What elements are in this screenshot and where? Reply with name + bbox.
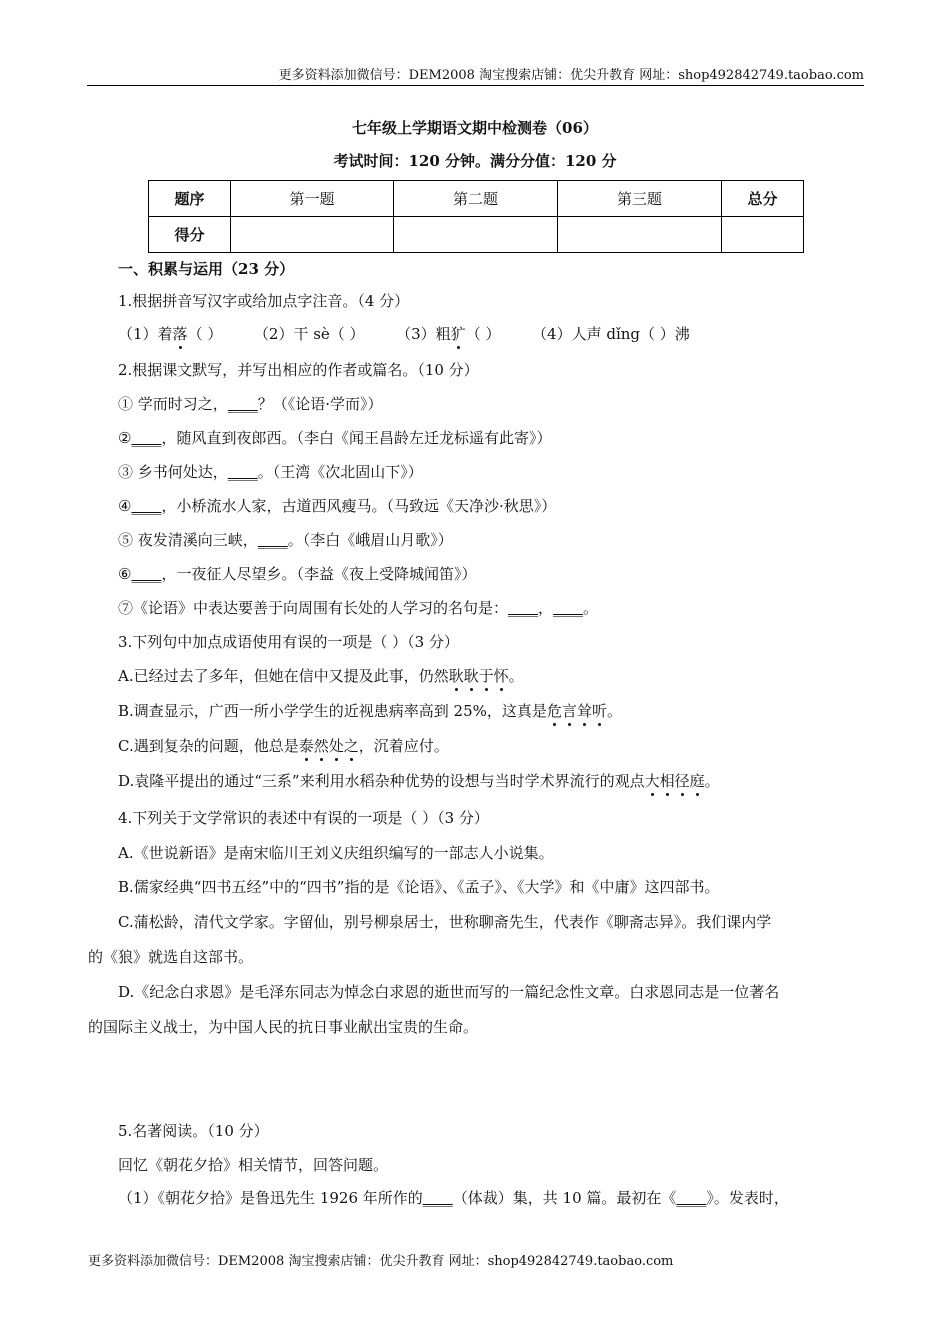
q2-line6-blank[interactable]: ____ [131, 565, 162, 583]
q1-part1-prefix: （1）着 [118, 325, 173, 343]
q3-a-idiom [449, 667, 509, 685]
q5-intro: 回忆《朝花夕拾》相关情节，回答问题。 [118, 1156, 389, 1174]
exam-title: 七年级上学期语文期中检测卷（06） [352, 119, 598, 137]
q3-d-idiom [645, 772, 705, 790]
score-header-total: 总分 [722, 181, 804, 217]
q3-a-text: A.已经过去了多年，但她在信中又提及此事，仍然 [118, 667, 449, 685]
q2-line2-num: ② [118, 429, 132, 447]
q4-option-c-line1: C.蒲松龄，清代文学家。字留仙，别号柳泉居士，世称聊斋先生，代表作《聊斋志异》。我们课内学 [118, 913, 772, 931]
q5-stem: 5.名著阅读。（10 分） [118, 1122, 269, 1140]
q2-line5-text: ⑤ 夜发清溪向三峡， [118, 531, 258, 549]
q3-b-idiom [547, 702, 607, 720]
dotted-char: 怀 [493, 667, 509, 685]
q5-part1-blank1[interactable]: ____ [422, 1189, 453, 1207]
q1-part2: （2）干 sè（ ） [253, 325, 365, 343]
q4-option-b: B.儒家经典“四书五经”中的“四书”指的是《论语》、《孟子》、《大学》和《中庸》这四部书。 [118, 878, 720, 896]
dotted-char: 于 [478, 667, 494, 685]
q1-part3-prefix: （3）粗 [396, 325, 451, 343]
score-header-q2: 第二题 [394, 181, 558, 217]
dotted-char: 耿 [448, 667, 464, 685]
q2-line2 [118, 427, 551, 448]
dotted-char: 听 [591, 702, 607, 720]
page-header: 更多资料添加微信号：DEM2008 淘宝搜索店铺：优尖升教育 网址：shop492842749.taobao.com [278, 68, 864, 83]
dotted-char: 处 [328, 737, 344, 755]
dotted-char: 耸 [576, 702, 592, 720]
q2-line2-blank[interactable]: ____ [131, 429, 162, 447]
score-cell-total[interactable] [722, 217, 804, 253]
q2-line1-source: ？（《论语·学而》） [257, 395, 383, 413]
q2-line3 [118, 461, 423, 482]
q2-line7 [118, 597, 598, 618]
q2-line3-source: 。（王湾《次北固山下》） [257, 463, 423, 481]
section-one-heading: 一、积累与运用（23 分） [118, 260, 295, 278]
q4-option-d-line1: D.《纪念白求恩》是毛泽东同志为悼念白求恩的逝世而写的一篇纪念性文章。白求恩同志是一位著名 [118, 983, 780, 1001]
q2-line5-blank[interactable]: ____ [257, 531, 288, 549]
q4-option-d-line2: 的国际主义战士，为中国人民的抗日事业献出宝贵的生命。 [88, 1018, 479, 1036]
q2-line4-num: ④ [118, 497, 132, 515]
dotted-char: 危 [546, 702, 562, 720]
q3-b-text: B.调查显示，广西一所小学学生的近视患病率高到 25%，这真是 [118, 702, 547, 720]
q3-option-a [118, 665, 524, 686]
q2-line4 [118, 495, 556, 516]
q3-c-end: ，沉着应付。 [358, 737, 449, 755]
score-cell-q2[interactable] [394, 217, 558, 253]
score-header-q1: 第一题 [231, 181, 394, 217]
q2-line1-text: ① 学而时习之， [118, 395, 228, 413]
q2-stem: 2.根据课文默写，并写出相应的作者或篇名。（10 分） [118, 361, 479, 379]
dotted-char: 庭 [689, 772, 705, 790]
q5-part1-mid: （体裁）集，共 10 篇。最初在《 [452, 1189, 677, 1207]
q3-c-idiom [299, 737, 359, 755]
header-divider [87, 85, 864, 86]
q5-part1-blank2[interactable]: ____ [676, 1189, 707, 1207]
q2-line6-num: ⑥ [118, 565, 132, 583]
q2-line1 [118, 393, 383, 414]
q1-part1-dotted: 落 [172, 325, 188, 343]
dotted-char: 之 [343, 737, 359, 755]
q2-line6-text: ，一夜征人尽望乡。（李益《夜上受降城闻笛》） [161, 565, 477, 583]
q1-part4: （4）人声 dǐng（ ）沸 [532, 325, 690, 343]
q2-line5 [118, 529, 453, 550]
score-table-header-row [149, 181, 804, 217]
q3-option-c [118, 735, 449, 756]
q2-line7-comma: ， [538, 599, 554, 617]
q4-stem: 4.下列关于文学常识的表述中有误的一项是（ ）（3 分） [118, 809, 489, 827]
q1-part3-answer: （ ） [465, 325, 501, 343]
q3-c-text: C.遇到复杂的问题，他总是 [118, 737, 299, 755]
q3-option-b [118, 700, 622, 721]
score-cell-q1[interactable] [231, 217, 394, 253]
q2-line7-blank2[interactable]: ____ [553, 599, 584, 617]
score-header-q3: 第三题 [558, 181, 722, 217]
score-table [148, 180, 804, 253]
q1-parts [118, 323, 690, 344]
q3-d-text: D.袁隆平提出的通过“三系”来利用水稻杂种优势的设想与当时学术界流行的观点 [118, 772, 645, 790]
score-table-score-row [149, 217, 804, 253]
q2-line4-text: ，小桥流水人家，古道西风瘦马。（马致远《天净沙·秋思》） [161, 497, 557, 515]
score-cell-q3[interactable] [558, 217, 722, 253]
q3-stem: 3.下列句中加点成语使用有误的一项是（ ）（3 分） [118, 633, 459, 651]
q1-part3-dotted: 犷 [450, 325, 466, 343]
score-header-order: 题序 [149, 181, 231, 217]
q2-line7-text: ⑦《论语》中表达要善于向周围有长处的人学习的名句是： [118, 599, 509, 617]
exam-subtitle: 考试时间：120 分钟。满分分值：120 分 [333, 152, 617, 170]
q2-line3-text: ③ 乡书何处达， [118, 463, 228, 481]
q5-part1 [118, 1187, 789, 1208]
q2-line2-text: ，随风直到夜郎西。（李白《闻王昌龄左迁龙标遥有此寄》） [161, 429, 552, 447]
q2-line1-blank[interactable]: ____ [227, 395, 258, 413]
q2-line6 [118, 563, 476, 584]
dotted-char: 大 [644, 772, 660, 790]
q2-line7-blank1[interactable]: ____ [508, 599, 539, 617]
q4-option-c-line2: 的《狼》就选自这部书。 [88, 948, 254, 966]
q5-part1-text: （1）《朝花夕拾》是鲁迅先生 1926 年所作的 [118, 1189, 423, 1207]
q3-option-d [118, 770, 720, 791]
q2-line4-blank[interactable]: ____ [131, 497, 162, 515]
dotted-char: 然 [313, 737, 329, 755]
q2-line7-period: 。 [583, 599, 599, 617]
dotted-char: 泰 [298, 737, 314, 755]
page-footer: 更多资料添加微信号：DEM2008 淘宝搜索店铺：优尖升教育 网址：shop492842749.taobao.com [88, 1254, 674, 1269]
q1-part1-answer: （ ） [187, 325, 223, 343]
score-row-label: 得分 [149, 217, 231, 253]
dotted-char: 言 [561, 702, 577, 720]
dotted-char: 耿 [463, 667, 479, 685]
q3-a-end: 。 [508, 667, 524, 685]
q4-option-a: A.《世说新语》是南宋临川王刘义庆组织编写的一部志人小说集。 [118, 844, 554, 862]
q1-stem: 1.根据拼音写汉字或给加点字注音。（4 分） [118, 292, 410, 310]
q2-line5-source: 。（李白《峨眉山月歌》） [287, 531, 453, 549]
q5-part1-end: 》。发表时， [706, 1189, 789, 1207]
q2-line3-blank[interactable]: ____ [227, 463, 258, 481]
dotted-char: 径 [674, 772, 690, 790]
q3-b-end: 。 [606, 702, 622, 720]
q3-d-end: 。 [704, 772, 720, 790]
dotted-char: 相 [659, 772, 675, 790]
